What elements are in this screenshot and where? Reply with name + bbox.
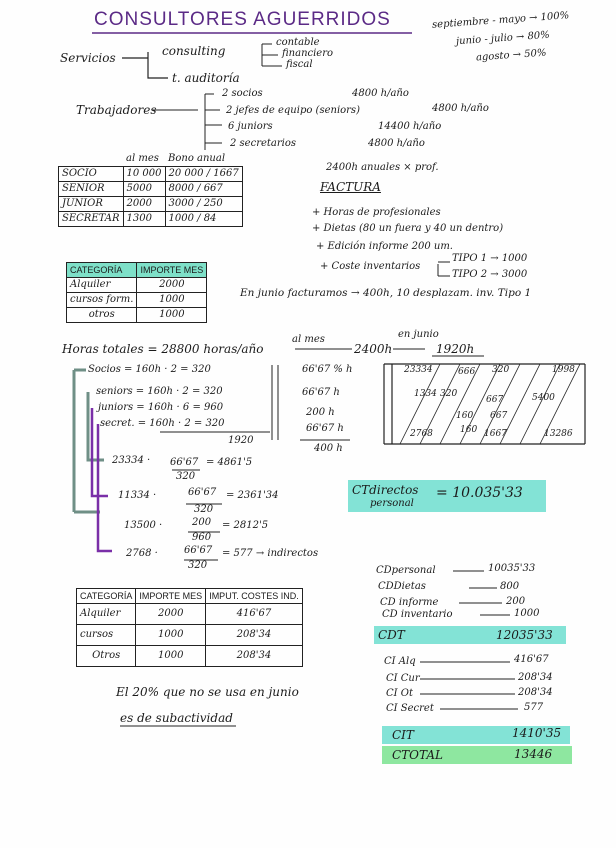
factura-item-4: + Coste inventarios (320, 261, 421, 272)
hours-june-label: en junio (398, 329, 439, 340)
factura-heading: FACTURA (320, 180, 381, 194)
hours-per-month: 2400h (354, 342, 393, 356)
table-row (77, 625, 303, 646)
salary-header-0 (59, 152, 124, 167)
cat2-header-1: IMPORTE MES (136, 589, 206, 604)
cat1-header-0: CATEGORÍA (67, 263, 137, 278)
grid-1: 23334 (404, 365, 433, 375)
grid-10: 667 (490, 411, 508, 421)
cd-dietas-value: 800 (500, 581, 520, 592)
factura-item-3: + Edición informe 200 um. (316, 241, 453, 252)
cell: Otros (77, 646, 136, 667)
cell: otros (67, 308, 137, 323)
factura-item-2: + Dietas (80 un fuera y 40 un dentro) (312, 223, 504, 234)
ci-cur-value: 208'34 (518, 672, 553, 683)
hours-june: 1920h (436, 342, 475, 356)
services-label: Servicios (60, 51, 116, 65)
worker-3: 6 juniors (228, 121, 273, 132)
season-line-3: agosto → 50% (475, 47, 547, 64)
table-row (67, 308, 207, 323)
pct-3: 200 h (306, 407, 335, 418)
cit-label: CIT (392, 728, 414, 742)
cell: 1000 (137, 293, 207, 308)
cell: 2000 (123, 197, 165, 212)
ci-ot-label: CI Ot (386, 688, 413, 699)
calc-2-num: 66'67 (188, 487, 217, 498)
worker-4-hours: 4800 h/año (368, 138, 425, 149)
cell: 208'34 (206, 646, 303, 667)
cell: 2000 (137, 278, 207, 293)
service-sub-3: fiscal (286, 59, 313, 70)
cdt-value: 12035'33 (496, 628, 553, 642)
worker-1: 2 socios (222, 88, 263, 99)
hours-total: Horas totales = 28800 horas/año (62, 342, 264, 356)
table-row (59, 167, 243, 182)
factura-item-1: + Horas de profesionales (312, 207, 441, 218)
ct-direct-value: = 10.035'33 (436, 485, 523, 501)
calc-1-lhs: 23334 · (112, 455, 151, 466)
worker-2-hours: 4800 h/año (432, 103, 489, 114)
cell: 5000 (123, 182, 165, 197)
subactivity-note-1: El 20% que no se usa en junio (116, 685, 299, 699)
service-consulting: consulting (162, 44, 226, 58)
factura-tipo-2: TIPO 2 → 3000 (452, 269, 528, 280)
cat1-header-1: IMPORTE MES (137, 263, 207, 278)
cd-inventario-label: CD inventario (382, 609, 453, 620)
table-row (67, 278, 207, 293)
cell: 1000 (137, 308, 207, 323)
cell: Alquiler (77, 604, 136, 625)
cell: 2000 (136, 604, 206, 625)
worker-4: 2 secretarios (230, 138, 297, 149)
worker-3-hours: 14400 h/año (378, 121, 442, 132)
cd-personal-label: CDpersonal (376, 565, 436, 576)
worker-2: 2 jefes de equipo (seniors) (226, 105, 360, 116)
table-row (77, 604, 303, 625)
grid-11: 2768 (410, 429, 433, 439)
cell: 8000 / 667 (165, 182, 242, 197)
cdt-label: CDT (378, 628, 405, 642)
calc-2-lhs: 11334 · (118, 490, 157, 501)
grid-4: 1998 (552, 365, 575, 375)
cell: cursos (77, 625, 136, 646)
cell: Alquiler (67, 278, 137, 293)
ci-secret-label: CI Secret (386, 703, 434, 714)
calc-3-den: 960 (192, 532, 212, 543)
table-row (59, 182, 243, 197)
calc-2-den: 320 (194, 504, 214, 515)
cell: 20 000 / 1667 (165, 167, 242, 182)
cd-informe-label: CD informe (380, 597, 439, 608)
cell: 208'34 (206, 625, 303, 646)
ct-direct-label: CTdirectos (352, 483, 419, 497)
breakdown-4: secret. = 160h · 2 = 320 (100, 418, 225, 429)
cell: 416'67 (206, 604, 303, 625)
category-table-1 (66, 262, 207, 323)
salary-header-2: Bono anual (168, 153, 226, 164)
service-sub-2: financiero (282, 48, 334, 59)
cd-inventario-value: 1000 (514, 608, 540, 619)
cat2-header-0: CATEGORÍA (77, 589, 136, 604)
grid-12: 160 (460, 425, 478, 435)
grid-9: 160 (456, 411, 474, 421)
breakdown-1: Socios = 160h · 2 = 320 (88, 364, 211, 375)
salary-table (58, 152, 243, 227)
season-line-1: septiembre - mayo → 100% (431, 10, 570, 31)
calc-3-num: 200 (192, 517, 212, 528)
table-row (59, 197, 243, 212)
salary-header-1: al mes (126, 153, 159, 164)
cit-value: 1410'35 (512, 726, 562, 740)
annual-hours: 2400h anuales × prof. (326, 162, 439, 173)
breakdown-2: seniors = 160h · 2 = 320 (96, 386, 223, 397)
factura-tipo-1: TIPO 1 → 1000 (452, 253, 528, 264)
ci-ot-value: 208'34 (518, 687, 553, 698)
category-table-2 (76, 588, 303, 667)
table-row (77, 646, 303, 667)
cell: 1000 / 84 (165, 212, 242, 227)
pct-5: 400 h (314, 443, 343, 454)
calc-2-result: = 2361'34 (226, 490, 279, 501)
grid-8: 5400 (532, 393, 555, 403)
hours-per-month-label: al mes (292, 334, 325, 345)
cd-informe-value: 200 (506, 596, 526, 607)
service-audit: t. auditoría (172, 71, 240, 85)
season-line-2: junio - julio → 80% (455, 29, 551, 48)
breakdown-total: 1920 (228, 435, 254, 446)
ci-alq-value: 416'67 (514, 654, 549, 665)
grid-2: 666 (458, 367, 476, 377)
cell: JUNIOR (59, 197, 124, 212)
pct-2: 66'67 h (302, 387, 340, 398)
cell: SECRETAR (59, 212, 124, 227)
pct-1: 66'67 % h (302, 364, 353, 375)
ci-secret-value: 577 (524, 702, 544, 713)
cell: 10 000 (123, 167, 165, 182)
calc-1-num: 66'67 (170, 457, 199, 468)
cell: SOCIO (59, 167, 124, 182)
page-title: CONSULTORES AGUERRIDOS (94, 9, 391, 30)
calc-4-num: 66'67 (184, 545, 213, 556)
worker-1-hours: 4800 h/año (352, 88, 409, 99)
calc-1-den: 320 (176, 471, 196, 482)
grid-14: 13286 (544, 429, 573, 439)
grid-3: 320 (492, 365, 510, 375)
cell: 1300 (123, 212, 165, 227)
cell: 3000 / 250 (165, 197, 242, 212)
table-row (67, 293, 207, 308)
ci-alq-label: CI Alq (384, 656, 416, 667)
june-invoice: En junio facturamos → 400h, 10 desplazam. inv. Tipo 1 (240, 287, 532, 299)
grid-7: 667 (486, 395, 504, 405)
ctotal-label: CTOTAL (392, 748, 444, 762)
service-sub-1: contable (276, 37, 320, 48)
cat2-header-2: IMPUT. COSTES IND. (206, 589, 303, 604)
calc-3-lhs: 13500 · (124, 520, 163, 531)
grid-6: 320 (440, 389, 458, 399)
ct-direct-sublabel: personal (370, 498, 414, 509)
calc-4-den: 320 (188, 560, 208, 571)
cd-personal-value: 10035'33 (488, 563, 536, 574)
cell: 1000 (136, 646, 206, 667)
table-row (59, 212, 243, 227)
ci-cur-label: CI Cur (386, 673, 420, 684)
cd-dietas-label: CDDietas (378, 581, 426, 592)
grid-13: 1667 (484, 429, 507, 439)
calc-1-result: = 4861'5 (206, 457, 253, 468)
breakdown-3: juniors = 160h · 6 = 960 (98, 402, 224, 413)
cell: 1000 (136, 625, 206, 646)
calc-4-lhs: 2768 · (126, 548, 158, 559)
cell: SENIOR (59, 182, 124, 197)
grid-5: 1334 (414, 389, 437, 399)
cell: cursos form. (67, 293, 137, 308)
calc-4-result: = 577 → indirectos (222, 548, 319, 559)
pct-4: 66'67 h (306, 423, 344, 434)
workers-label: Trabajadores (76, 103, 157, 117)
ctotal-value: 13446 (514, 747, 553, 761)
subactivity-note-2: es de subactividad (120, 711, 233, 725)
calc-3-result: = 2812'5 (222, 520, 269, 531)
